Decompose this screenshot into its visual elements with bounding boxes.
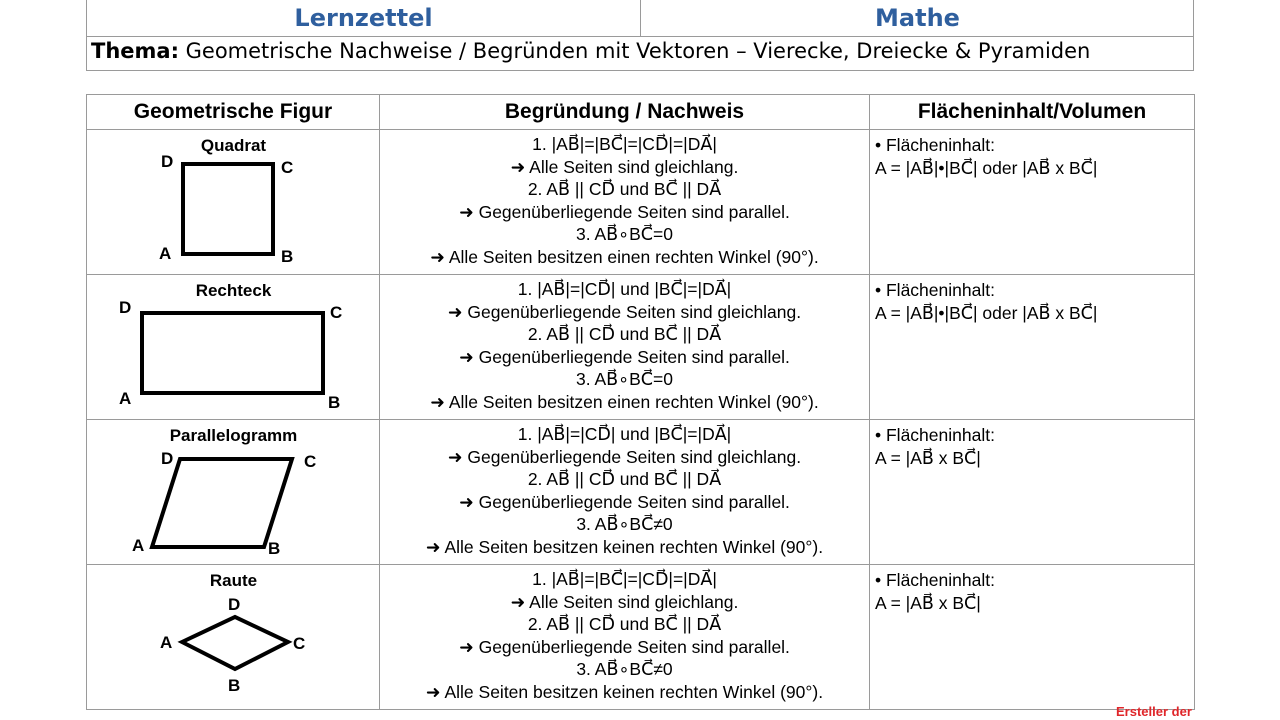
area-formula: A = |AB⃗ x BC⃗| bbox=[875, 448, 981, 468]
proof-line: ➜ Gegenüberliegende Seiten sind gleichlang. bbox=[447, 301, 802, 322]
vertex-d: D bbox=[119, 298, 132, 317]
proof-line: 2. AB⃗ || CD⃗ und BC⃗ || DA⃗ bbox=[527, 614, 722, 635]
vertex-b: B bbox=[281, 247, 294, 266]
square-shape bbox=[183, 164, 273, 254]
vertex-c: C bbox=[293, 634, 306, 653]
square-drawing bbox=[87, 130, 380, 274]
header-right-title: Mathe bbox=[875, 3, 960, 32]
area-cell bbox=[870, 130, 1195, 275]
vertex-c: C bbox=[304, 452, 317, 471]
proof-line: ➜ Gegenüberliegende Seiten sind parallel. bbox=[459, 636, 790, 657]
vertex-c: C bbox=[281, 158, 294, 177]
proof-line: ➜ Alle Seiten besitzen keinen rechten Winkel (90°). bbox=[425, 681, 824, 702]
proof-line: ➜ Gegenüberliegende Seiten sind parallel. bbox=[459, 491, 790, 512]
table-row bbox=[87, 565, 1195, 710]
proof-line: ➜ Alle Seiten besitzen keinen rechten Winkel (90°). bbox=[425, 536, 824, 557]
area-formula: A = |AB⃗|•|BC⃗| oder |AB⃗ x BC⃗| bbox=[875, 303, 1098, 323]
rhombus-shape bbox=[182, 617, 288, 669]
proof-line: 1. |AB⃗|=|BC⃗|=|CD⃗|=|DA⃗| bbox=[532, 134, 717, 154]
proof-line: ➜ Gegenüberliegende Seiten sind parallel. bbox=[459, 346, 790, 367]
header-figure: Geometrische Figur bbox=[87, 95, 380, 130]
proof-cell bbox=[380, 565, 870, 710]
vertex-a: A bbox=[132, 536, 145, 555]
proof-line: 1. |AB⃗|=|BC⃗|=|CD⃗|=|DA⃗| bbox=[532, 569, 717, 589]
table-row bbox=[87, 275, 1195, 420]
header-left-title: Lernzettel bbox=[87, 0, 641, 36]
parallelogram-drawing bbox=[87, 420, 380, 564]
header-title-row bbox=[87, 0, 1193, 37]
proof-line: 2. AB⃗ || CD⃗ und BC⃗ || DA⃗ bbox=[527, 324, 722, 345]
rectangle-figure bbox=[87, 275, 380, 419]
topic-text: Geometrische Nachweise / Begründen mit Vektoren – Vierecke, Dreiecke & Pyramiden bbox=[178, 39, 1091, 63]
proof-line: 1. |AB⃗|=|CD⃗| und |BC⃗|=|DA⃗| bbox=[517, 424, 732, 444]
area-cell bbox=[870, 275, 1195, 420]
vertex-a: A bbox=[119, 389, 132, 408]
table-row bbox=[87, 420, 1195, 565]
proof-line: 3. AB⃗∘BC⃗=0 bbox=[576, 369, 673, 390]
vertex-d: D bbox=[228, 595, 241, 614]
proof-line: ➜ Gegenüberliegende Seiten sind gleichlang. bbox=[447, 446, 802, 467]
area-label: • Flächeninhalt: bbox=[875, 570, 995, 590]
figure-title: Parallelogramm bbox=[169, 426, 298, 445]
area-cell bbox=[870, 420, 1195, 565]
vertex-d: D bbox=[161, 449, 174, 468]
header-proof: Begründung / Nachweis bbox=[380, 95, 870, 130]
figure-cell bbox=[87, 130, 380, 275]
figure-cell bbox=[87, 565, 380, 710]
vertex-a: A bbox=[160, 633, 173, 652]
worksheet-header bbox=[86, 0, 1194, 71]
topic-label: Thema: bbox=[91, 39, 179, 63]
rhombus-drawing bbox=[87, 565, 380, 709]
vertex-a: A bbox=[159, 244, 172, 263]
proof-line: 1. |AB⃗|=|CD⃗| und |BC⃗|=|DA⃗| bbox=[517, 279, 732, 299]
rhombus-figure bbox=[87, 565, 380, 709]
table-header-row bbox=[87, 95, 1195, 130]
figure-cell bbox=[87, 420, 380, 565]
parallelogram-figure bbox=[87, 420, 380, 564]
area-formula: A = |AB⃗|•|BC⃗| oder |AB⃗ x BC⃗| bbox=[875, 158, 1098, 178]
rectangle-shape bbox=[142, 313, 323, 393]
proof-line: 3. AB⃗∘BC⃗≠0 bbox=[576, 659, 673, 680]
proof-cell bbox=[380, 130, 870, 275]
parallelogram-shape bbox=[152, 459, 292, 547]
area-cell bbox=[870, 565, 1195, 710]
vertex-c: C bbox=[330, 303, 343, 322]
figure-cell bbox=[87, 275, 380, 420]
figure-title: Raute bbox=[209, 571, 258, 590]
vertex-b: B bbox=[328, 393, 341, 412]
proof-line: ➜ Alle Seiten besitzen einen rechten Winkel (90°). bbox=[430, 391, 819, 412]
area-label: • Flächeninhalt: bbox=[875, 135, 995, 155]
rectangle-drawing bbox=[87, 275, 380, 419]
proof-line: 2. AB⃗ || CD⃗ und BC⃗ || DA⃗ bbox=[527, 179, 722, 200]
proof-line: 3. AB⃗∘BC⃗≠0 bbox=[576, 514, 673, 535]
proof-cell bbox=[380, 275, 870, 420]
table-row bbox=[87, 130, 1195, 275]
vertex-d: D bbox=[161, 152, 174, 171]
header-topic bbox=[91, 39, 1090, 63]
header-area: Flächeninhalt/Volumen bbox=[870, 95, 1195, 130]
area-label: • Flächeninhalt: bbox=[875, 425, 995, 445]
vertex-b: B bbox=[228, 676, 241, 695]
figures-table bbox=[86, 94, 1195, 710]
proof-line: ➜ Alle Seiten besitzen einen rechten Winkel (90°). bbox=[430, 246, 819, 267]
proof-line: 3. AB⃗∘BC⃗=0 bbox=[576, 224, 673, 245]
vertex-b: B bbox=[268, 539, 281, 558]
proof-cell bbox=[380, 420, 870, 565]
proof-line: ➜ Gegenüberliegende Seiten sind parallel. bbox=[459, 201, 790, 222]
area-formula: A = |AB⃗ x BC⃗| bbox=[875, 593, 981, 613]
proof-line: 2. AB⃗ || CD⃗ und BC⃗ || DA⃗ bbox=[527, 469, 722, 490]
proof-line: ➜ Alle Seiten sind gleichlang. bbox=[510, 591, 739, 612]
figure-title: Quadrat bbox=[200, 136, 267, 155]
proof-line: ➜ Alle Seiten sind gleichlang. bbox=[510, 156, 739, 177]
figure-title: Rechteck bbox=[195, 281, 272, 300]
area-label: • Flächeninhalt: bbox=[875, 280, 995, 300]
author-note: Ersteller der bbox=[1116, 704, 1192, 719]
square-figure bbox=[87, 130, 380, 274]
